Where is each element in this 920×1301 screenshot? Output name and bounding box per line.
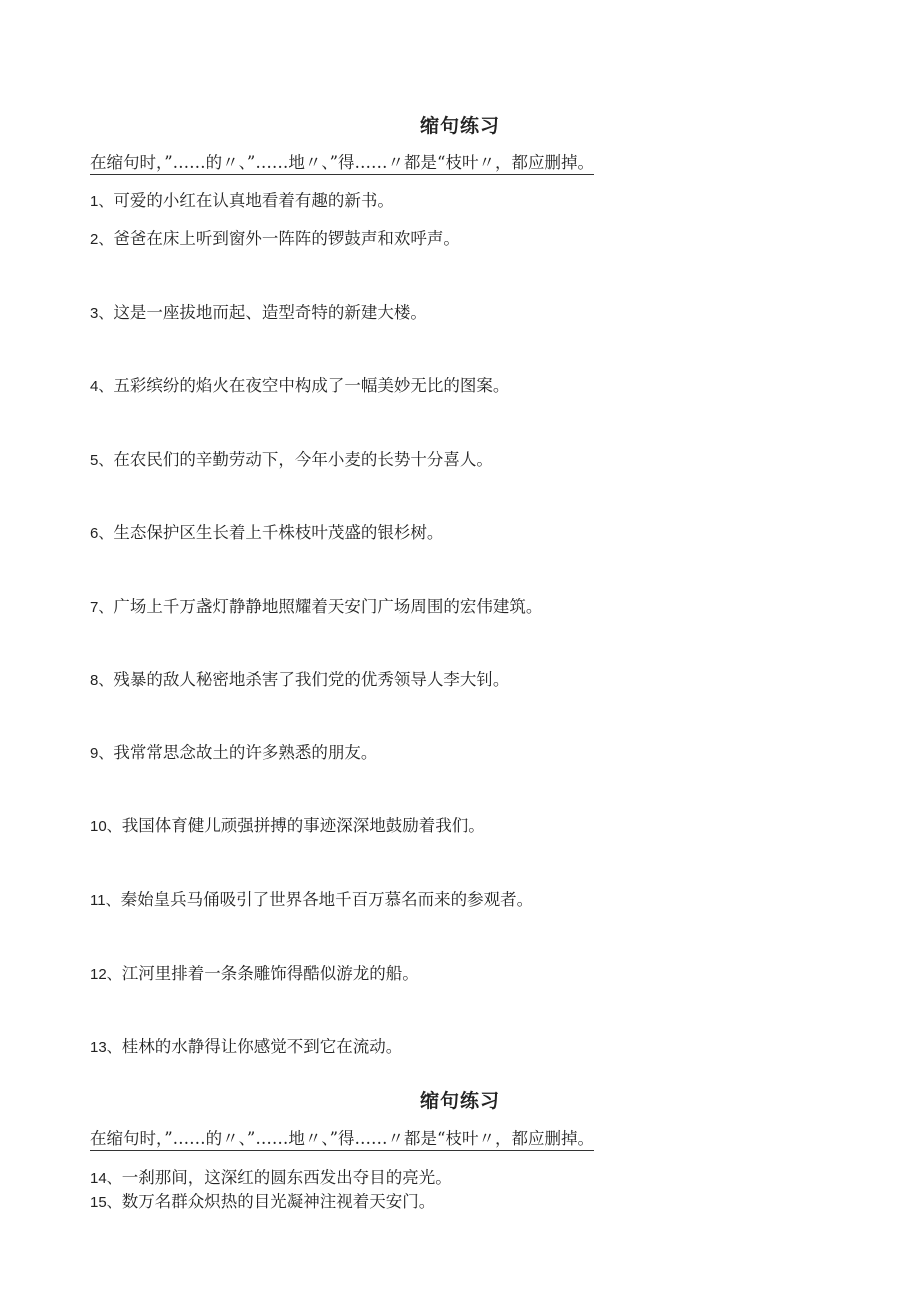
exercise-item: [90, 450, 493, 471]
exercise-number: 6、: [90, 525, 114, 542]
exercise-item: [90, 890, 533, 911]
exercise-item: [90, 523, 443, 544]
exercise-sentence: 我常常思念故土的许多熟悉的朋友。: [113, 743, 378, 762]
exercise-item: [90, 816, 485, 837]
exercise-sentence: 在农民们的辛勤劳动下，今年小麦的长势十分喜人。: [113, 450, 493, 469]
exercise-number: 9、: [90, 745, 114, 762]
exercise-item: [90, 191, 394, 212]
exercise-sentence: 残暴的敌人秘密地杀害了我们党的优秀领导人李大钊。: [113, 670, 510, 689]
exercise-item: [90, 376, 509, 397]
exercise-number: 8、: [90, 672, 114, 689]
exercise-item: [90, 1037, 402, 1058]
exercise-number: 15、: [90, 1194, 122, 1211]
section-title: 缩句练习: [419, 115, 500, 137]
exercise-sentence: 我国体育健儿顽强拼搏的事迹深深地鼓励着我们。: [121, 816, 485, 835]
exercise-item: [90, 1168, 452, 1189]
exercise-sentence: 广场上千万盏灯静静地照耀着天安门广场周围的宏伟建筑。: [113, 597, 543, 616]
exercise-sentence: 桂林的水静得让你感觉不到它在流动。: [121, 1037, 403, 1056]
exercise-number: 13、: [90, 1039, 122, 1056]
exercise-number: 10、: [90, 818, 122, 835]
exercise-sentence: 数万名群众炽热的目光凝神注视着天安门。: [121, 1192, 436, 1211]
exercise-number: 3、: [90, 305, 114, 322]
exercise-sentence: 五彩缤纷的焰火在夜空中构成了一幅美妙无比的图案。: [113, 376, 510, 395]
exercise-number: 11、: [90, 892, 121, 909]
exercise-number: 7、: [90, 599, 114, 616]
exercise-sentence: 江河里排着一条条雕饰得酷似游龙的船。: [121, 964, 419, 983]
exercise-number: 12、: [90, 966, 122, 983]
exercise-number: 4、: [90, 378, 114, 395]
exercise-sentence: 秦始皇兵马俑吸引了世界各地千百万慕名而来的参观者。: [120, 890, 534, 909]
exercise-number: 1、: [90, 193, 114, 210]
exercise-item: [90, 1192, 435, 1213]
exercise-sentence: 一刹那间，这深红的圆东西发出夺目的亮光。: [121, 1168, 452, 1187]
exercise-sentence: 爸爸在床上听到窗外一阵阵的锣鼓声和欢呼声。: [113, 229, 460, 248]
exercise-number: 14、: [90, 1170, 122, 1187]
exercise-number: 2、: [90, 231, 114, 248]
section-instruction: 在缩句时，”……的〃、”……地〃、”得……〃都是“枝叶〃，都应删掉。: [90, 153, 594, 175]
exercise-number: 5、: [90, 452, 114, 469]
section-instruction: 在缩句时，”……的〃、”……地〃、”得……〃都是“枝叶〃，都应删掉。: [90, 1129, 594, 1151]
section-title: 缩句练习: [419, 1090, 500, 1112]
exercise-sentence: 这是一座拔地而起、造型奇特的新建大楼。: [113, 303, 427, 322]
exercise-item: [90, 229, 460, 250]
exercise-sentence: 生态保护区生长着上千株枝叶茂盛的银杉树。: [113, 523, 444, 542]
exercise-item: [90, 743, 377, 764]
exercise-sentence: 可爱的小红在认真地看着有趣的新书。: [113, 191, 394, 210]
exercise-item: [90, 964, 419, 985]
exercise-item: [90, 597, 542, 618]
exercise-item: [90, 670, 509, 691]
exercise-item: [90, 303, 427, 324]
